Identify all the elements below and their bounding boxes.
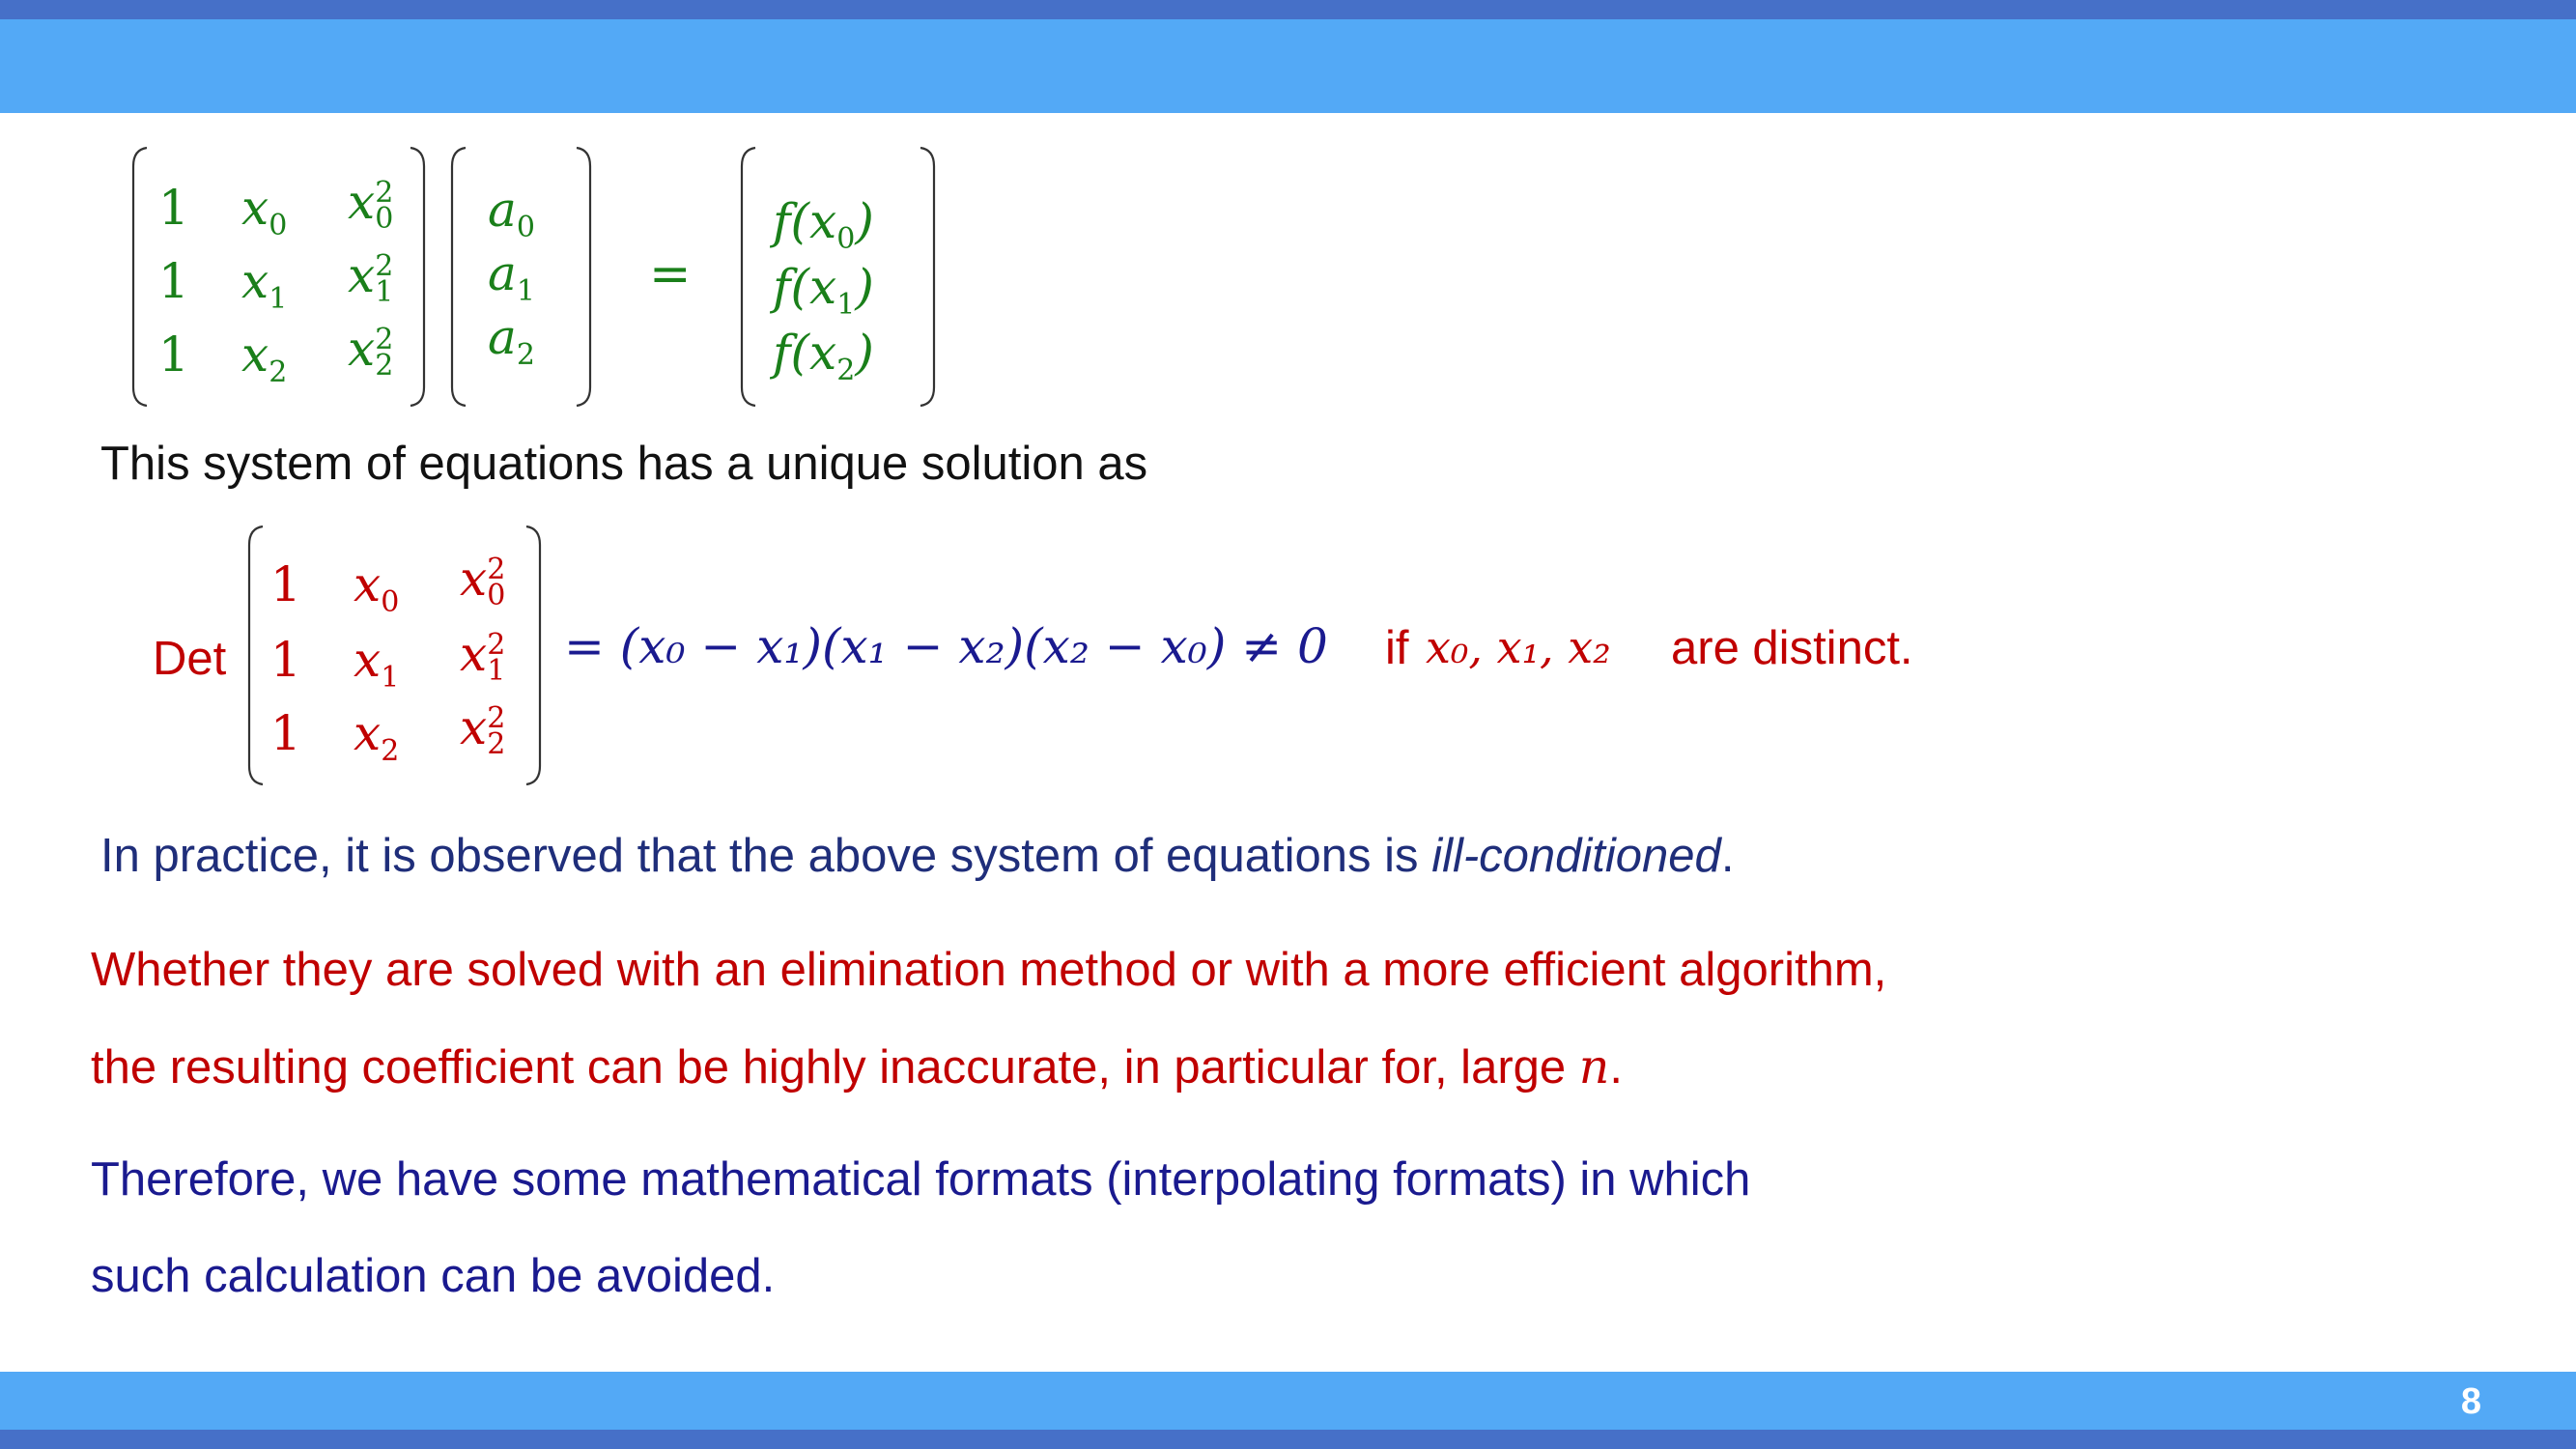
det-matrix-cell: $x_1$ xyxy=(354,632,400,695)
therefore-line-2: such calculation can be avoided. xyxy=(91,1250,776,1302)
whether-line-1: Whether they are solved with an elimination method or with a more efficient algorithm, xyxy=(91,944,1887,996)
rhs-cell: $f(x_1)$ xyxy=(773,259,874,322)
ill-conditioned-term: ill-conditioned xyxy=(1431,830,1721,882)
det-matrix-cell: 1 xyxy=(270,632,301,688)
system-matrix-cell: x 2 0 xyxy=(348,174,394,236)
det-condition-suffix: are distinct. xyxy=(1671,622,1913,674)
det-matrix-cell: $x_0$ xyxy=(354,556,400,619)
rhs-cell: $f(x_2)$ xyxy=(773,325,874,387)
det-matrix-cell: 1 xyxy=(270,556,301,612)
det-matrix-cell: $x_2$ xyxy=(354,705,400,768)
det-matrix-cell: 1 xyxy=(270,705,301,761)
system-matrix-cell: $x_0$ xyxy=(241,180,288,242)
rhs-cell: $f(x_0)$ xyxy=(773,193,874,256)
det-product-formula: = (x₀ − x₁)(x₁ − x₂)(x₂ − x₀) ≠ 0 xyxy=(564,618,1328,674)
system-matrix-cell: x 2 2 xyxy=(348,321,394,383)
det-condition-vars: x₀, x₁, x₂ xyxy=(1426,621,1611,673)
det-label: Det xyxy=(153,633,227,685)
det-matrix-cell: x 2 2 xyxy=(460,699,506,761)
system-matrix-cell: $x_1$ xyxy=(241,253,288,316)
coefficient-cell: $a_1$ xyxy=(488,245,535,308)
system-matrix-cell: 1 xyxy=(158,327,189,383)
unique-solution-statement: This system of equations has a unique solution as xyxy=(100,438,1148,490)
coefficient-cell: $a_0$ xyxy=(488,182,535,244)
system-matrix-cell: 1 xyxy=(158,253,189,309)
det-condition-prefix: if xyxy=(1385,622,1409,674)
system-matrix-cell: 1 xyxy=(158,180,189,236)
therefore-line-1: Therefore, we have some mathematical formats (interpolating formats) in which xyxy=(91,1153,1751,1206)
system-matrix-cell: $x_2$ xyxy=(241,327,288,389)
equals-sign: = xyxy=(649,245,692,303)
variable-n: n xyxy=(1578,1039,1610,1094)
coefficient-cell: $a_2$ xyxy=(488,309,535,372)
practice-statement: In practice, it is observed that the above system of equations is ill-conditioned. xyxy=(100,830,1735,882)
whether-line-2: the resulting coefficient can be highly inaccurate, in particular for, large n. xyxy=(91,1039,1623,1094)
system-matrix-cell: x 2 1 xyxy=(348,247,394,309)
det-matrix-cell: x 2 0 xyxy=(460,551,506,612)
page-number: 8 xyxy=(2460,1381,2481,1422)
det-matrix-cell: x 2 1 xyxy=(460,626,506,688)
